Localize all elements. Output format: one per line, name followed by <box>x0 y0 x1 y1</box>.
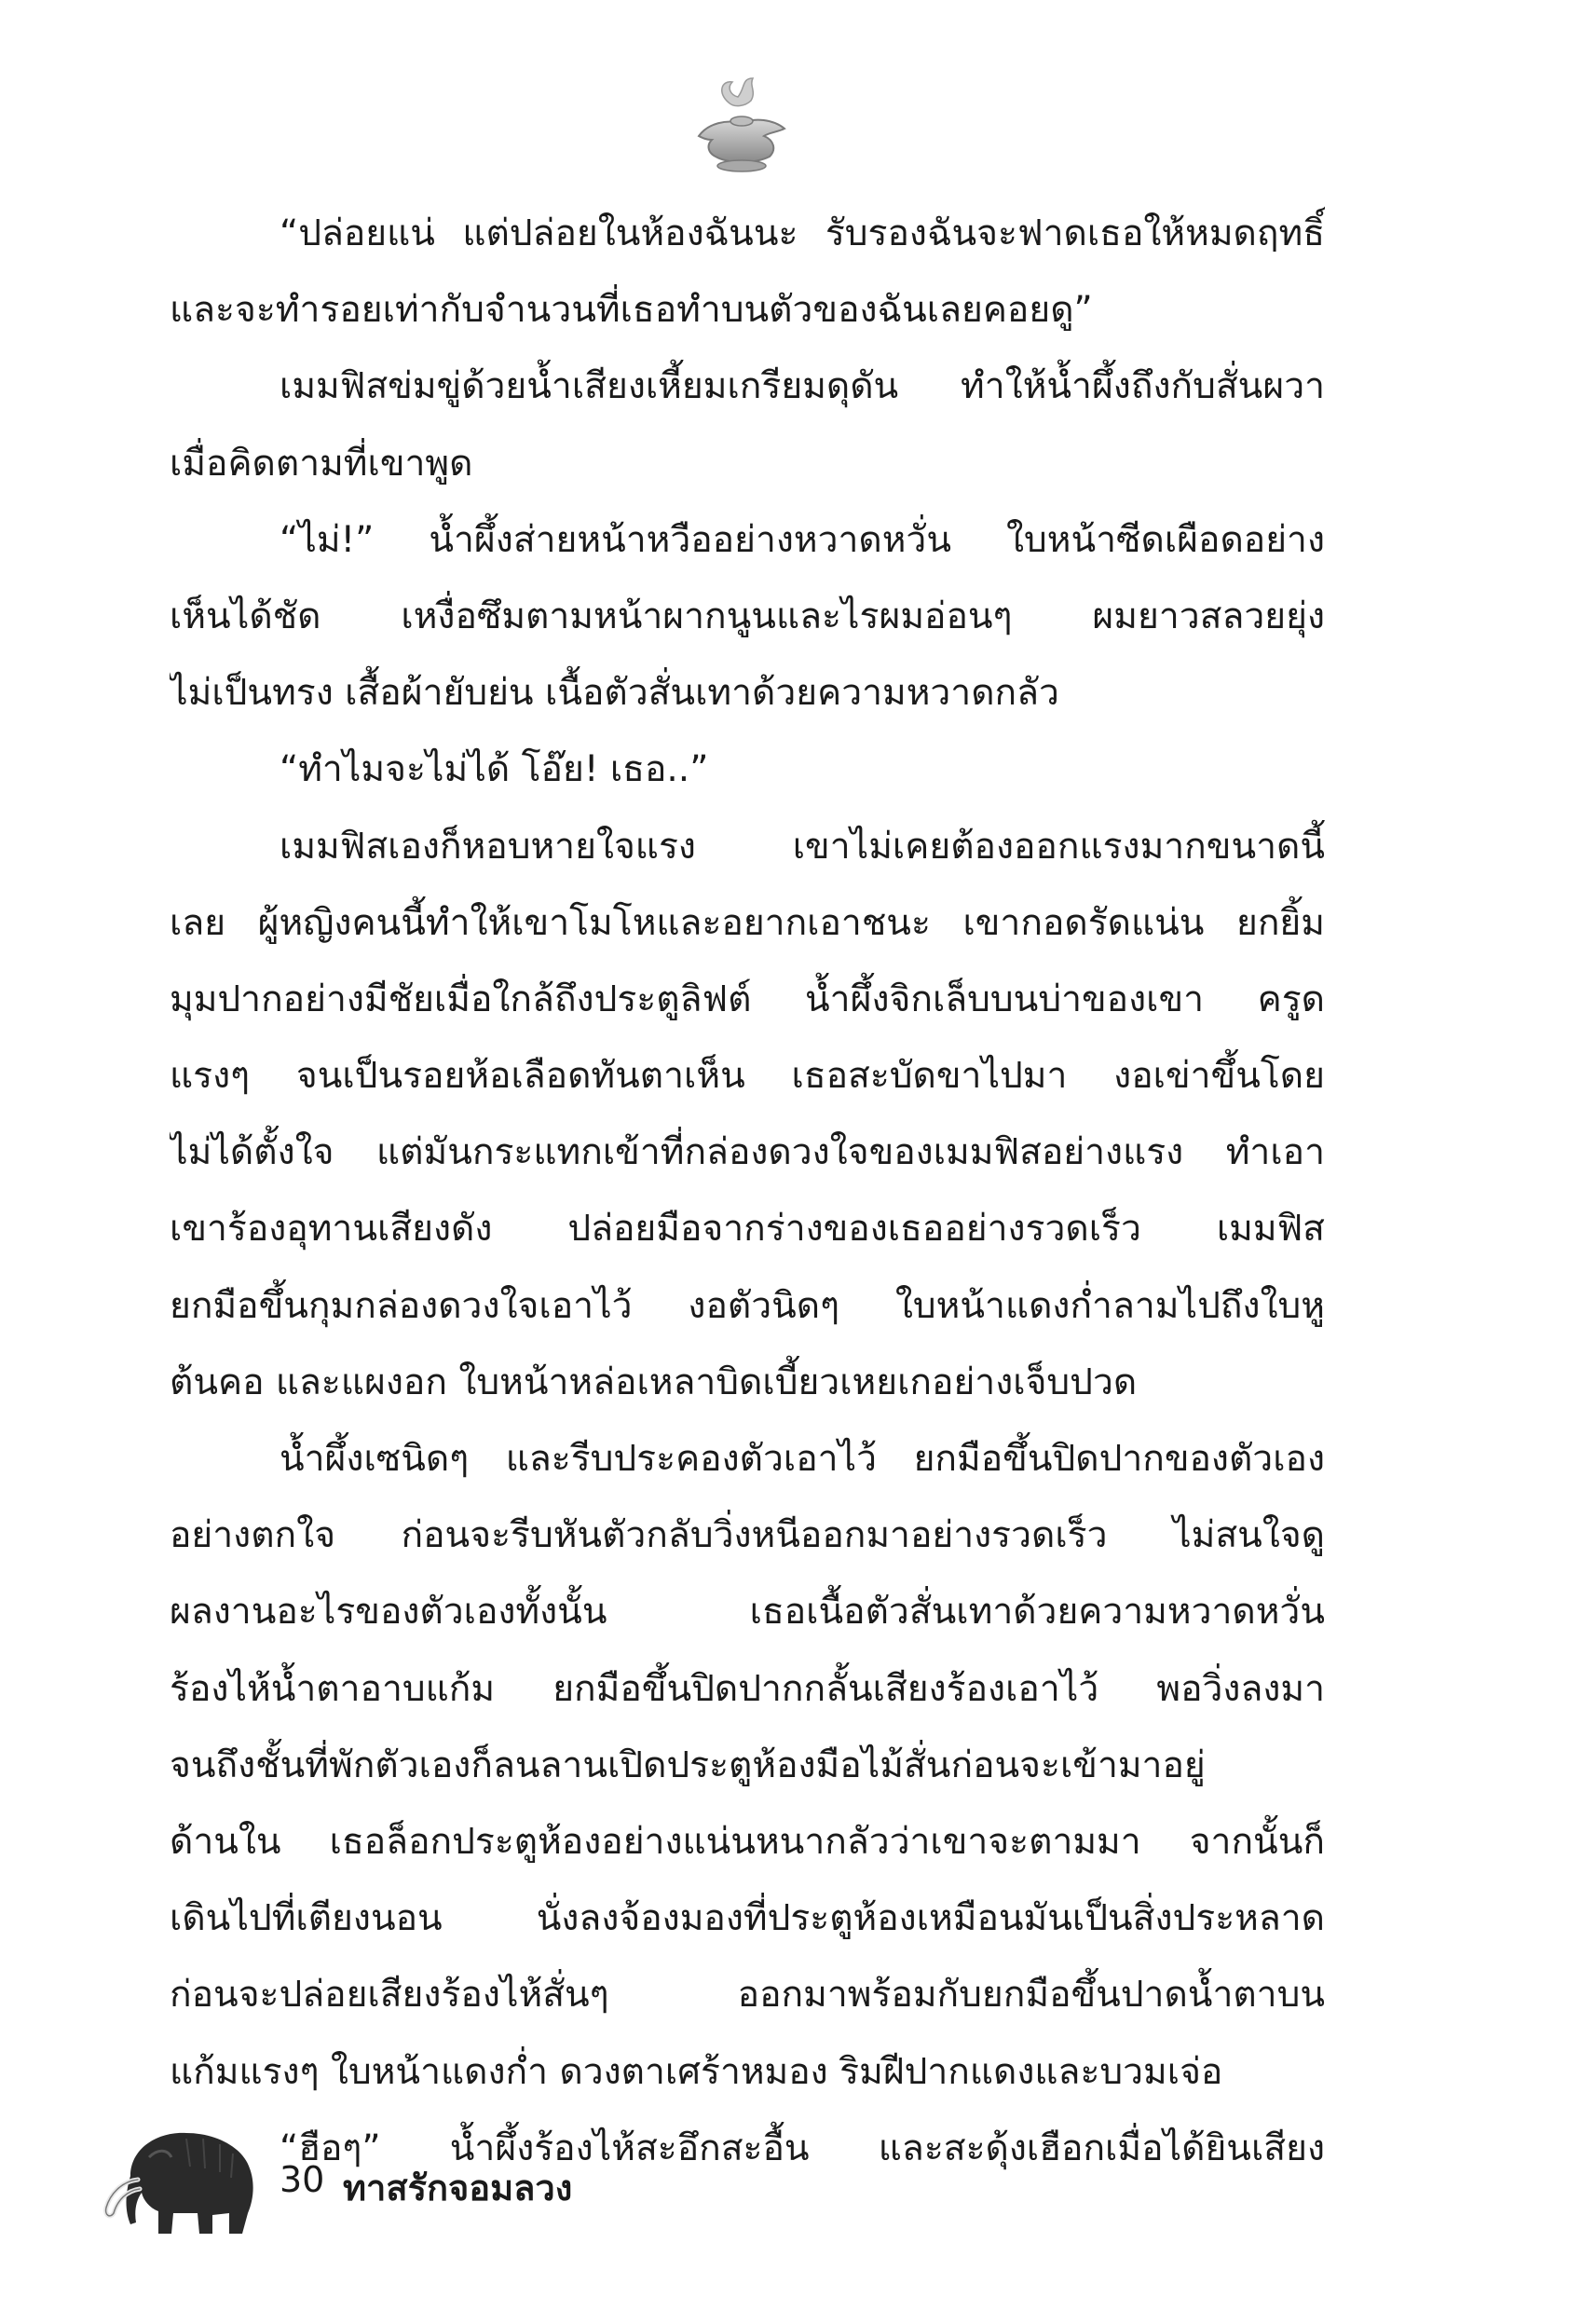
page-footer <box>93 2111 745 2250</box>
text-line: ผลงานอะไรของตัวเองทั้งนั้น เธอเนื้อตัวสั่นเทาด้วยความหวาดหวั่น <box>170 1591 1325 1634</box>
text-line: ไม่เป็นทรง เสื้อผ้ายับย่น เนื้อตัวสั่นเทาด้วยความหวาดกลัว <box>170 672 1059 715</box>
text-line: จนถึงชั้นที่พักตัวเองก็ลนลานเปิดประตูห้องมือไม้สั่นก่อนจะเข้ามาอยู่ <box>170 1744 1206 1786</box>
genie-lamp-icon <box>680 75 801 177</box>
text-line: เมื่อคิดตามที่เขาพูด <box>170 442 473 485</box>
text-line: แรงๆ จนเป็นรอยห้อเลือดทันตาเห็น เธอสะบัดขาไปมา งอเข่าขึ้นโดย <box>170 1055 1325 1098</box>
text-line: มุมปากอย่างมีชัยเมื่อใกล้ถึงประตูลิฟต์ น้ำผึ้งจิกเล็บบนบ่าของเขา ครูด <box>170 978 1325 1020</box>
page-number: 30 <box>280 2159 325 2200</box>
text-line: เขาร้องอุทานเสียงดัง ปล่อยมือจากร่างของเธออย่างรวดเร็ว เมมฟิส <box>170 1208 1325 1251</box>
text-line: เห็นได้ชัด เหงื่อซึมตามหน้าผากนูนและไรผมอ่อนๆ ผมยาวสลวยยุ่ง <box>170 595 1325 637</box>
text-line: ร้องไห้น้ำตาอาบแก้ม ยกมือขึ้นปิดปากกลั้นเสียงร้องเอาไว้ พอวิ่งลงมา <box>170 1667 1325 1710</box>
body-text <box>170 196 1325 2187</box>
book-title: ทาสรักจอมลวง <box>343 2167 573 2208</box>
text-line: เดินไปที่เตียงนอน นั่งลงจ้องมองที่ประตูห้องเหมือนมันเป็นสิ่งประหลาด <box>170 1897 1325 1940</box>
text-line: อย่างตกใจ ก่อนจะรีบหันตัวกลับวิ่งหนีออกมาอย่างรวดเร็ว ไม่สนใจดู <box>170 1514 1325 1557</box>
text-line: ยกมือขึ้นกุมกล่องดวงใจเอาไว้ งอตัวนิดๆ ใบหน้าแดงก่ำลามไปถึงใบหู <box>170 1284 1325 1327</box>
text-line: “ไม่!” น้ำผึ้งส่ายหน้าหวืออย่างหวาดหวั่น ใบหน้าซีดเผือดอย่าง <box>280 518 1325 561</box>
text-line: ด้านใน เธอล็อกประตูห้องอย่างแน่นหนากลัวว่าเขาจะตามมา จากนั้นก็ <box>170 1820 1325 1863</box>
text-line: “ทำไมจะไม่ได้ โอ๊ย! เธอ..” <box>280 748 709 791</box>
text-line: ก่อนจะปล่อยเสียงร้องไห้สั่นๆ ออกมาพร้อมกับยกมือขึ้นปาดน้ำตาบน <box>170 1974 1325 2017</box>
text-line: เมมฟิสข่มขู่ด้วยน้ำเสียงเหี้ยมเกรียมดุดัน ทำให้น้ำผึ้งถึงกับสั่นผวา <box>280 365 1325 408</box>
text-line: เมมฟิสเองก็หอบหายใจแรง เขาไม่เคยต้องออกแรงมากขนาดนี้ <box>280 825 1325 868</box>
mammoth-icon <box>93 2111 270 2241</box>
text-line: และจะทำรอยเท่ากับจำนวนที่เธอทำบนตัวของฉันเลยคอยดู” <box>170 289 1093 332</box>
text-line: “ฮือๆ” น้ำผึ้งร้องไห้สะอึกสะอื้น และสะดุ้งเฮือกเมื่อได้ยินเสียง <box>280 2126 1325 2169</box>
text-line: ไม่ได้ตั้งใจ แต่มันกระแทกเข้าที่กล่องดวงใจของเมมฟิสอย่างแรง ทำเอา <box>170 1131 1325 1174</box>
text-line: แก้มแรงๆ ใบหน้าแดงก่ำ ดวงตาเศร้าหมอง ริมฝีปากแดงและบวมเจ่อ <box>170 2050 1223 2093</box>
text-line: ต้นคอ และแผงอก ใบหน้าหล่อเหลาบิดเบี้ยวเหยเกอย่างเจ็บปวด <box>170 1361 1138 1403</box>
text-line: “ปล่อยแน่ แต่ปล่อยในห้องฉันนะ รับรองฉันจะฟาดเธอให้หมดฤทธิ์ <box>280 212 1325 254</box>
text-line: เลย ผู้หญิงคนนี้ทำให้เขาโมโหและอยากเอาชนะ เขากอดรัดแน่น ยกยิ้ม <box>170 901 1325 944</box>
text-line: น้ำผึ้งเซนิดๆ และรีบประคองตัวเอาไว้ ยกมือขึ้นปิดปากของตัวเอง <box>280 1438 1325 1480</box>
